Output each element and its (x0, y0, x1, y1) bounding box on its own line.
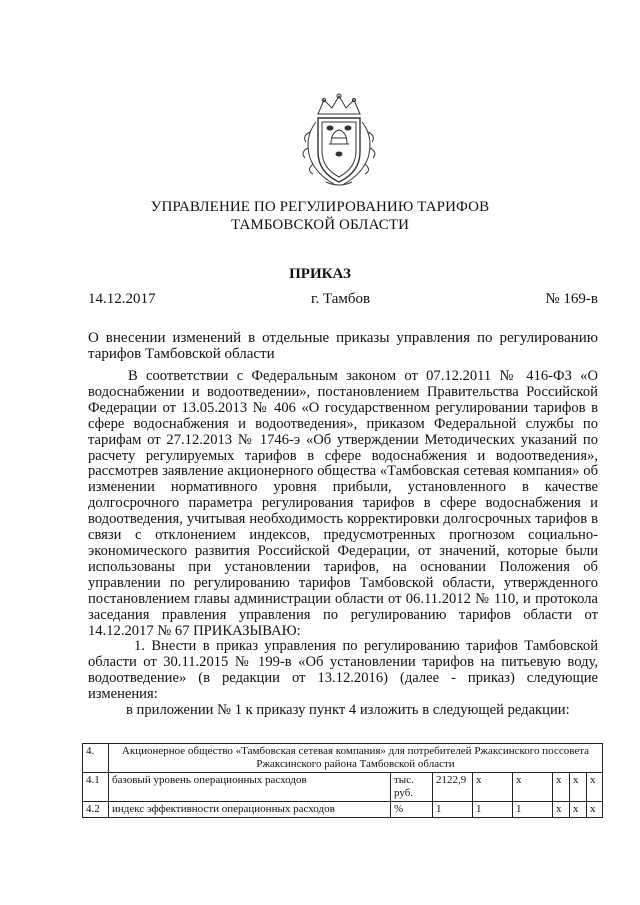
row-cell: x (513, 773, 553, 802)
table-row (83, 773, 603, 802)
agency-name-line1: УПРАВЛЕНИЕ ПО РЕГУЛИРОВАНИЮ ТАРИФОВ (150, 199, 490, 215)
tariff-table (82, 743, 603, 818)
agency-name-line2: ТАМБОВСКОЙ ОБЛАСТИ (230, 217, 410, 233)
row-number: 4.1 (83, 773, 109, 802)
row-unit: тыс. руб. (391, 773, 433, 802)
row-name: индекс эффективности операционных расходов (109, 802, 391, 818)
row-cell: x (553, 773, 570, 802)
document-date: 14.12.2017 (88, 291, 156, 307)
coat-of-arms-icon (296, 92, 382, 190)
row-name: базовый уровень операционных расходов (109, 773, 391, 802)
agency-name (0, 198, 640, 234)
document-type: ПРИКАЗ (289, 266, 351, 282)
row-value: 1 (433, 802, 473, 818)
row-number: 4. (83, 744, 109, 773)
document-number: № 169-в (545, 291, 598, 307)
row-cell: x (553, 802, 570, 818)
row-cell: 1 (513, 802, 553, 818)
table-row (83, 744, 603, 773)
document-body (88, 369, 598, 719)
row-cell: x (570, 802, 587, 818)
item-2-paragraph: в приложении № 1 к приказу пункт 4 изложить в следующей редакции: (126, 702, 570, 719)
row-cell: x (587, 802, 603, 818)
document-city: г. Тамбов (311, 291, 371, 307)
row-cell: x (587, 773, 603, 802)
row-number: 4.2 (83, 802, 109, 818)
table-row (83, 802, 603, 818)
row-unit: % (391, 802, 433, 818)
row-name: Акционерное общество «Тамбовская сетевая компания» для потребителей Ржаксинского поссовета Ржаксинского района Тамбовской области (109, 744, 603, 773)
document-subject: О внесении изменений в отдельные приказы управления по регулированию тарифов Тамбовской области (88, 330, 598, 362)
row-cell: x (473, 773, 513, 802)
row-cell: x (570, 773, 587, 802)
item-1-paragraph: 1. Внести в приказ управления по регулированию тарифов Тамбовской области от 30.11.2015 № 199-в «Об установлении тарифов на питьевую воду, водоотведение» (в редакции от 13.12.2016) (далее - приказ) следующие изменения: (88, 638, 598, 703)
row-cell: 1 (473, 802, 513, 818)
preamble-paragraph: В соответствии с Федеральным законом от 07.12.2011 № 416-ФЗ «О водоснабжении и водоотведении», постановлением Правительства Российской Федерации от 13.05.2013 № 406 «О государственном регулировании тарифов в сфере водоснабжения и водоотведения», приказом Федеральной службы по тарифам от 27.12.2013 № 1746-э «Об утверждении Методических указаний по расчету регулируемых тарифов в сфере водоснабжения и водоотведения», рассмотрев заявление акционерного общества «Тамбовская сетевая компания» об изменении нормативного уровня прибыли, установленного в качестве долгосрочного параметра регулирования тарифов в сфере водоснабжения и водоотведения, учитывая необходимость корректировки долгосрочных тарифов в связи с отклонением индексов, предусмотренных прогнозом социально-экономического развития Российской Федерации, от значений, которые были использованы при установлении тарифов, на основании Положения об управлении по регулированию тарифов Тамбовской области, утвержденного постановлением главы администрации области от 06.11.2012 № 110, и протокола заседания правления управления по регулированию тарифов области от 14.12.2017 № 67 ПРИКАЗЫВАЮ: (88, 368, 598, 639)
row-value: 2122,9 (433, 773, 473, 802)
